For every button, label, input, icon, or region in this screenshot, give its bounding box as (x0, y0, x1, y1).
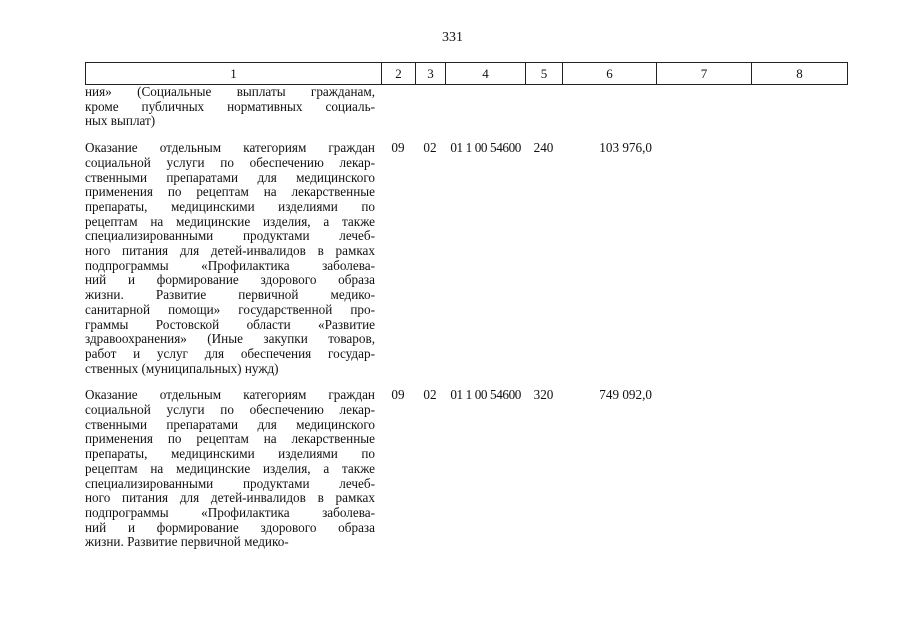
description-line: препараты, медицинскими изделиями по (85, 446, 375, 462)
column-7-value (656, 141, 751, 376)
table-row (85, 388, 847, 550)
description-line: подпрограммы «Профилактика заболева- (85, 504, 375, 520)
description-line: применения по рецептам на лекарственные (85, 431, 375, 447)
section-code (381, 85, 415, 129)
description-line: социальной услуги по обеспечению лекар- (85, 154, 375, 170)
target-article-code: 01 1 00 54600 (450, 387, 521, 403)
description-line: рецептам на медицинские изделия, а также (85, 213, 375, 229)
target-article-code: 01 1 00 54600 (450, 140, 521, 156)
description-line: специализированными продуктами лечеб- (85, 228, 375, 244)
column-header-5: 5 (526, 63, 563, 85)
column-header-4: 4 (446, 63, 526, 85)
description-line: Оказание отдельным категориям граждан (85, 387, 375, 403)
section-code: 09 (391, 387, 405, 403)
column-header-3: 3 (416, 63, 446, 85)
description-line: ния» (Социальные выплаты гражданам, (85, 84, 375, 99)
description-line: ственными препаратами для медицинского (85, 416, 375, 432)
description-line: ственных (муниципальных) нужд) (85, 360, 279, 376)
row-description (85, 388, 381, 550)
amount-value (562, 85, 656, 129)
expense-type-code (525, 85, 562, 129)
description-line: кроме публичных нормативных социаль- (85, 98, 375, 114)
table-row (85, 85, 847, 129)
budget-table-body (85, 85, 847, 550)
table-row (85, 141, 847, 376)
description-line: работ и услуг для обеспечения государ- (85, 345, 375, 361)
description-line: подпрограммы «Профилактика заболева- (85, 257, 375, 273)
description-line: жизни. Развитие первичной медико- (85, 534, 289, 550)
description-line: ных выплат) (85, 113, 156, 129)
amount-value: 103 976,0 (599, 140, 652, 156)
subsection-code (415, 85, 445, 129)
column-7-value (656, 388, 751, 550)
description-line: ственными препаратами для медицинского (85, 169, 375, 185)
page-number: 331 (442, 30, 463, 45)
description-line: препараты, медицинскими изделиями по (85, 198, 375, 214)
column-header-table (85, 62, 848, 85)
description-line: граммы Ростовской области «Развитие (85, 316, 375, 332)
column-8-value (751, 141, 847, 376)
row-description (85, 141, 381, 376)
row-description (85, 85, 381, 129)
description-line: жизни. Развитие первичной медико- (85, 287, 375, 303)
section-code: 09 (391, 140, 405, 156)
column-header-2: 2 (382, 63, 416, 85)
description-line: применения по рецептам на лекарственные (85, 184, 375, 200)
column-header-row (86, 63, 848, 85)
description-line: ний и формирование здорового образа (85, 519, 375, 535)
column-8-value (751, 85, 847, 129)
description-line: социальной услуги по обеспечению лекар- (85, 402, 375, 418)
description-line: Оказание отдельным категориям граждан (85, 140, 375, 156)
description-line: рецептам на медицинские изделия, а также (85, 460, 375, 476)
description-line: специализированными продуктами лечеб- (85, 475, 375, 491)
column-header-8: 8 (752, 63, 848, 85)
column-header-1: 1 (86, 63, 382, 85)
amount-value: 749 092,0 (599, 387, 652, 403)
description-line: ного питания для детей-инвалидов в рамках (85, 243, 375, 259)
description-line: здравоохранения» (Иные закупки товаров, (85, 331, 375, 347)
expense-type-code: 320 (533, 387, 554, 403)
column-header-7: 7 (657, 63, 752, 85)
subsection-code: 02 (423, 140, 437, 156)
description-line: санитарной помощи» государственной про- (85, 301, 375, 317)
column-header-6: 6 (563, 63, 657, 85)
subsection-code: 02 (423, 387, 437, 403)
description-line: ний и формирование здорового образа (85, 272, 375, 288)
target-article-code (445, 85, 525, 129)
description-line: ного питания для детей-инвалидов в рамках (85, 490, 375, 506)
column-8-value (751, 388, 847, 550)
expense-type-code: 240 (533, 140, 554, 156)
column-7-value (656, 85, 751, 129)
